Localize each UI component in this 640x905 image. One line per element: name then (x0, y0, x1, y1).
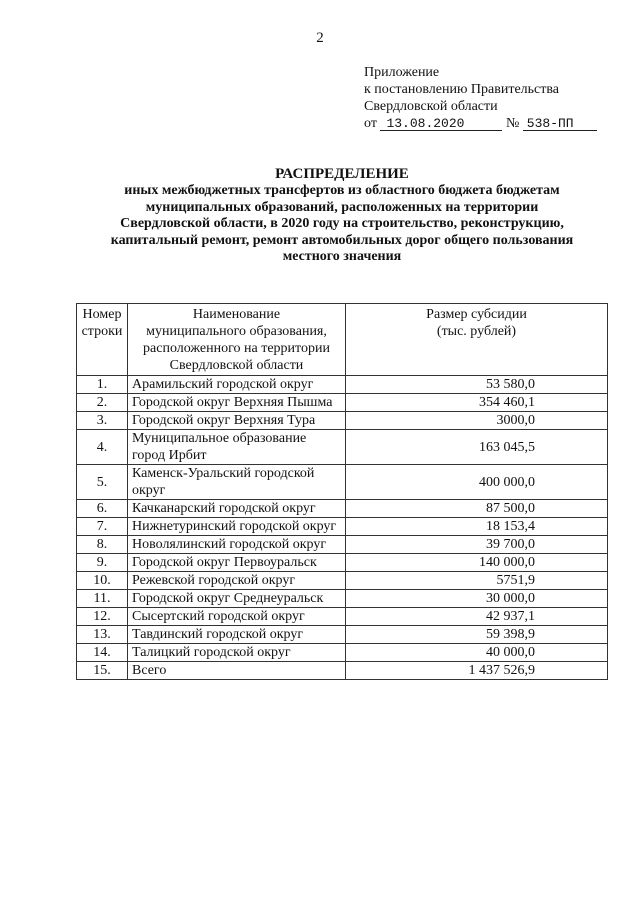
title-sub-line: иных межбюджетных трансфертов из областного бюджета бюджетам (124, 183, 560, 198)
appendix-decree-ref: к постановлению Правительства (364, 82, 560, 97)
header-subsidy-amount (346, 304, 608, 376)
municipality-name: Муниципальное образование город Ирбит (128, 430, 346, 465)
table-row (77, 608, 608, 626)
document-title (76, 165, 608, 266)
row-number: 5. (77, 465, 128, 500)
subsidy-amount: 40 000,0 (346, 644, 608, 662)
header-municipality (128, 304, 346, 376)
municipality-name: Арамильский городской округ (128, 376, 346, 394)
municipality-name: Талицкий городской округ (128, 644, 346, 662)
header-text: (тыс. рублей) (436, 324, 517, 339)
title-sub-line: муниципальных образований, расположенных на территории (145, 199, 539, 215)
table-row (77, 536, 608, 554)
subsidy-amount: 87 500,0 (346, 500, 608, 518)
row-number: 9. (77, 554, 128, 572)
appendix-header (364, 64, 597, 132)
header-text: Размер субсидии (426, 307, 527, 322)
subsidy-amount: 163 045,5 (346, 430, 608, 465)
row-number: 10. (77, 572, 128, 590)
municipality-name: Качканарский городской округ (128, 500, 346, 518)
decree-number: 538-ПП (523, 117, 597, 131)
table-row (77, 394, 608, 412)
row-number: 14. (77, 644, 128, 662)
appendix-region: Свердловской области (364, 99, 498, 114)
table-row (77, 644, 608, 662)
municipality-name: Каменск-Уральский городской округ (128, 465, 346, 500)
row-number: 7. (77, 518, 128, 536)
row-number: 12. (77, 608, 128, 626)
row-number: 2. (77, 394, 128, 412)
header-text: Номер (82, 307, 122, 322)
table-row (77, 626, 608, 644)
subsidy-amount: 18 153,4 (346, 518, 608, 536)
municipality-name: Режевской городской округ (128, 572, 346, 590)
subsidy-amount: 140 000,0 (346, 554, 608, 572)
municipality-name: Городской округ Среднеуральск (128, 590, 346, 608)
title-sub-line: местного значения (282, 249, 402, 265)
table-header-row (77, 304, 608, 376)
subsidy-amount: 354 460,1 (346, 394, 608, 412)
municipality-name: Городской округ Верхняя Пышма (128, 394, 346, 412)
appendix-date-number (364, 115, 597, 132)
header-row-number (77, 304, 128, 376)
table-row (77, 572, 608, 590)
title-main: РАСПРЕДЕЛЕНИЕ (275, 166, 409, 182)
municipality-name: Всего (128, 662, 346, 680)
table-row (77, 662, 608, 680)
table-row (77, 376, 608, 394)
table-row (77, 590, 608, 608)
number-label: № (505, 116, 520, 131)
row-number: 8. (77, 536, 128, 554)
appendix-title: Приложение (364, 65, 440, 80)
row-number: 15. (77, 662, 128, 680)
table-row (77, 412, 608, 430)
row-number: 11. (77, 590, 128, 608)
subsidy-amount: 53 580,0 (346, 376, 608, 394)
subsidy-amount: 1 437 526,9 (346, 662, 608, 680)
header-text: Наименование (192, 307, 281, 322)
municipality-name: Нижнетуринский городской округ (128, 518, 346, 536)
table-row (77, 518, 608, 536)
row-number: 1. (77, 376, 128, 394)
municipality-name: Сысертский городской округ (128, 608, 346, 626)
municipality-name: Новолялинский городской округ (128, 536, 346, 554)
subsidy-amount: 5751,9 (346, 572, 608, 590)
row-number: 3. (77, 412, 128, 430)
table-body (77, 376, 608, 680)
subsidy-amount: 400 000,0 (346, 465, 608, 500)
header-text: Свердловской области (169, 358, 304, 373)
distribution-table (76, 303, 608, 680)
row-number: 4. (77, 430, 128, 465)
table-row (77, 430, 608, 465)
table-row (77, 500, 608, 518)
header-text: строки (81, 324, 123, 339)
subsidy-amount: 42 937,1 (346, 608, 608, 626)
header-text: расположенного на территории (143, 341, 330, 356)
subsidy-amount: 3000,0 (346, 412, 608, 430)
table-row (77, 465, 608, 500)
subsidy-amount: 30 000,0 (346, 590, 608, 608)
title-sub-line: капитальный ремонт, ремонт автомобильных дорог общего пользования (110, 232, 574, 248)
subsidy-amount: 39 700,0 (346, 536, 608, 554)
row-number: 13. (77, 626, 128, 644)
page-number: 2 (316, 30, 324, 46)
title-sub-line: Свердловской области, в 2020 году на строительство, реконструкцию, (120, 216, 564, 232)
row-number: 6. (77, 500, 128, 518)
header-text: муниципального образования, (146, 324, 327, 339)
table-row (77, 554, 608, 572)
decree-date: 13.08.2020 (380, 117, 502, 131)
subsidy-amount: 59 398,9 (346, 626, 608, 644)
municipality-name: Городской округ Верхняя Тура (128, 412, 346, 430)
from-label: от (364, 116, 377, 131)
municipality-name: Городской округ Первоуральск (128, 554, 346, 572)
municipality-name: Тавдинский городской округ (128, 626, 346, 644)
